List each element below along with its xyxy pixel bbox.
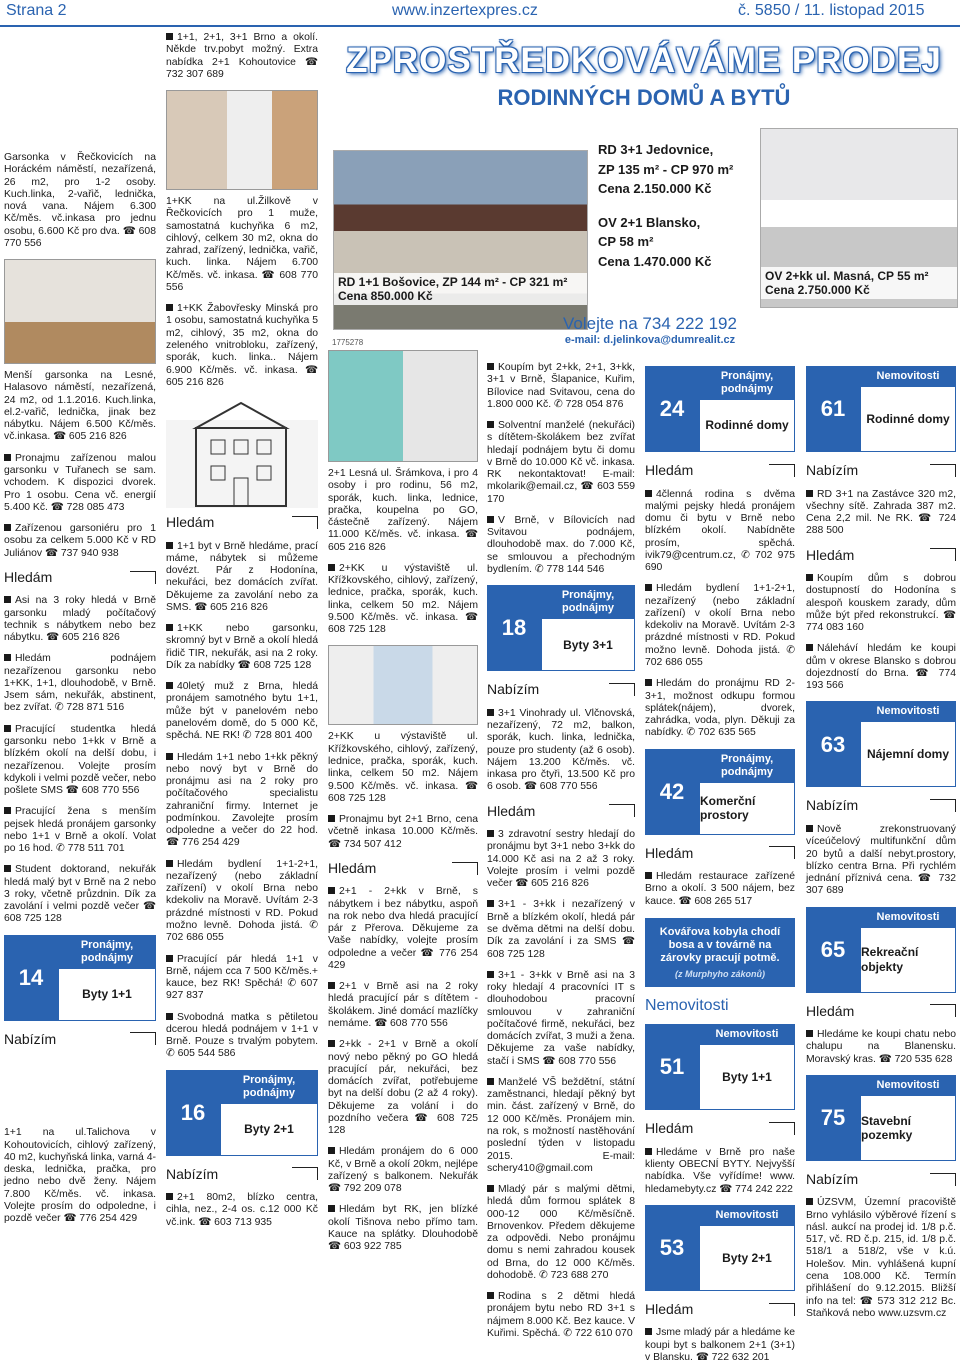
ad-2-1-80m2: 2+1 80m2, blízko centra, cihla, nez., 2-4 os. c.12 000 Kč vč.ink. ☎ 603 713 935 xyxy=(166,1192,318,1228)
hledam-label: Hledám xyxy=(645,462,694,478)
section-number: 18 xyxy=(487,585,541,671)
ad-hledam-zena: Pracující žena s menším pejsek hledá pronájem garsonky nebo 1+1 v Brně a okolí. Volat po 16 hod. ✆ 778 511 701 xyxy=(4,806,156,855)
hledam-heading xyxy=(806,547,956,564)
ad-hledam-pekny: Hledám 1+1 nebo 1+kk pěkný nebo nový byt v Brně do pronájmu asi na 2 roky pro počítačového specialistu zahraniční firmy. Internet je podmínkou. Zavolejte prosím odpoledne a večer do 22 hod. ☎ 776 254 429 xyxy=(166,751,318,849)
hledam-label: Hledám xyxy=(166,514,215,531)
ad-pronajmu-2-1: Pronajmu byt 2+1 Brno, cena včetně inkasa 10.000 Kč/měs. ☎ 734 507 412 xyxy=(328,814,478,850)
arrow-icon xyxy=(930,548,956,561)
section-title: Pronájmy, podnájmy xyxy=(541,585,635,619)
nabizim-heading xyxy=(806,1171,956,1188)
hledam-heading xyxy=(645,462,795,479)
ad-hledam-prerov: 2+1 - 2+kk v Brně, s nábytkem i bez nábytku, aspoň na rok nebo dva hledá pracující pár z Přerova. Děkujeme za Vaše nabídky, volejte prosím odpoledne a večer ☎ 776 254 429 xyxy=(328,886,478,971)
ad-1kk-zilkova: 1+KK na ul.Žilkově v Řečkovicích pro 1 muže, samostatná kuchyňka 6 m2, cihlový, celkem 30 m2, okna do zahrad, zařízený, lednička, vařič, kuch. linka. Nájem 6.700 Kč/měs. vč. inkasa. ☎ 608 770 556 xyxy=(166,196,318,293)
ad-hledam-sestry: 3 zdravotní sestry hledají do pronájmu byt 3+1 nebo 3+kk do 14.000 Kč asi na 2 až 3 roky. Volejte prosím i velmi pozdě večer ☎ 605 216 826 xyxy=(487,829,635,890)
hledam-heading xyxy=(166,514,318,531)
ad-hledame-obecni: Hledáme v Brně pro naše klienty OBECNÍ BYTY. Nejvyšší nabídka. Vše vyřídíme! www. hledamebyty.cz ☎ 774 242 222 xyxy=(645,1146,795,1195)
realty-ad-3-size: CP 58 m² xyxy=(598,234,654,249)
section-number: 14 xyxy=(4,935,58,1021)
section-51 xyxy=(645,1024,795,1110)
ad-hledam-40lety: 40letý muž z Brna, hledá pronájem samotného bytu 1+1, může být v panelovém nebo panelovém domě, do 5 000 Kč, spěchá. NE RK! ✆ 728 801 400 xyxy=(166,681,318,742)
section-title: Pronájmy, podnájmy xyxy=(699,749,795,783)
site-url[interactable]: www.inzertexpres.cz xyxy=(392,2,538,19)
column-5 xyxy=(645,362,795,1363)
page-number: Strana 2 xyxy=(6,2,67,19)
column-6 xyxy=(806,362,956,1319)
nabizim-heading xyxy=(166,1166,318,1183)
ad-hledam-podnajem: Hledám podnájem nezařízenou garsonku nebo 1+KK, 1+1, dlouhodobě, v Brně. Jsem sám, nekuřák, abstinent, bez zvířat. ✆ 728 871 516 xyxy=(4,653,156,714)
section-title: Nemovitosti xyxy=(860,366,956,387)
house-icon xyxy=(166,398,316,508)
realty-ad-2-price: Cena 2.150.000 Kč xyxy=(598,181,712,196)
section-subtitle: Rodinné domy xyxy=(699,400,795,452)
ad-hledam-restaurace: Hledám restaurace zařízené Brno a okolí. 3 500 nájem, bez kauce. ☎ 608 265 517 xyxy=(645,871,795,907)
column-3 xyxy=(328,350,478,1312)
murphy-text: Kovářova kobyla chodí bosa a v továrně na zárovky pracují potmě. xyxy=(659,925,781,964)
ad-brno-okoli: 1+1, 2+1, 3+1 Brno a okolí. Někde trv.pobyt možný. Extra nabídka 2+1 Kohoutovice ☎ 732 307 689 xyxy=(166,32,318,80)
hledam-label: Hledám xyxy=(806,546,855,563)
section-subtitle: Byty 2+1 xyxy=(699,1226,795,1291)
hledam-label: Hledám xyxy=(645,1120,694,1137)
nemovitosti-heading: Nemovitosti xyxy=(645,997,729,1015)
section-number: 61 xyxy=(806,366,860,452)
section-subtitle: Komerční prostory xyxy=(699,783,795,835)
section-63 xyxy=(806,701,956,787)
ad-chata-blansko: Hledáme ke koupi chatu nebo chalupu na Blanensku. Moravský kras. ☎ 720 535 628 xyxy=(806,1029,956,1065)
ad-pronajem-turany: Pronajmu zařízenou malou garsonku v Tuřanech se sam. vchodem. K dispozici dvorek. Pro 1 osobu. Cena vč. energií 5.400 Kč. ☎ 728 085 473 xyxy=(4,452,156,513)
hledam-heading xyxy=(328,860,478,877)
hledam-label: Hledám xyxy=(645,1300,694,1317)
ad-solventni: Solventní manželé (nekuřáci) s dítětem-školákem bez zvířat hledají podnájem bytu či domu v Brně do 10.000 Kč vč. inkasa. RK nekontaktovat! E-mail: mkolarik@email.cz, ☎ 603 559 170 xyxy=(487,420,635,505)
nabizim-heading xyxy=(806,462,956,479)
section-title: Nemovitosti xyxy=(860,907,956,928)
section-number: 53 xyxy=(645,1205,699,1291)
hledam-label: Hledám xyxy=(806,1002,855,1019)
ad-hledam-matka: Svobodná matka s pětiletou dcerou hledá podnájem v 1+1 v Brně. Pouze s trvalým pobytem. ✆ 605 544 586 xyxy=(166,1011,318,1060)
section-number: 24 xyxy=(645,366,699,452)
issue-date: č. 5850 / 11. listopad 2015 xyxy=(738,2,925,19)
hledam-heading xyxy=(645,845,795,862)
ad-koupim-byt: Koupím byt 2+kk, 2+1, 3+kk, 3+1 v Brně, Šlapanice, Kuřim, Bílovice nad Svitavou, cena do 1.800 000 Kč. ✆ 728 054 876 xyxy=(487,362,635,410)
section-title: Nemovitosti xyxy=(860,701,956,722)
ad-rd-zastavka: RD 3+1 na Zastávce 320 m2, všechny sítě. Zahrada 387 m2. Cena 2,2 mil. Ne RK. ☎ 724 288 500 xyxy=(806,488,956,537)
realty-ad-2 xyxy=(598,140,758,271)
section-75 xyxy=(806,1075,956,1161)
ad-3-1-vinohrady: 3+1 Vinohrady ul. Vlčnovská, nezařízený, 72 m2, balkon, sporák, kuch. linka, lednička, pouze pro studenty (až 6 osob). Nájem 13.200 Kč/měs. vč. inkasa pro čtyři, 13.500 Kč pro 6 osob. ☎ 608 770 556 xyxy=(487,707,635,793)
flat-photo-4 xyxy=(760,128,958,308)
ad-talichova: 1+1 na ul.Talichova v Kohoutovicích, cihlový zařízený, 40 m2, kuchyňská linka, varná 4-deska, lednička, pračka, pro jedno nebo dvě ženy. Nájem 7.800 Kč/měs. vč. inkasa. Volejte prosím do odpoledne, i pozdě večer ☎ 776 254 429 xyxy=(4,1127,156,1225)
arrow-icon xyxy=(452,862,478,875)
section-18 xyxy=(487,585,635,671)
ad-hledam-6000: Hledám pronájem do 6 000 Kč, v Brně a okolí 20km, nejlépe zařízený s balkonem. Nekuřák ☎ 792 209 078 xyxy=(328,1146,478,1195)
section-number: 16 xyxy=(166,1070,220,1156)
hledam-label: Hledám xyxy=(4,568,53,585)
ad-uzsvm: ÚZSVM, Územní pracoviště Brno vyhlásilo výběrové řízení s násl. aukcí na prodej id. 1/8 p.č. 517, vč. RD č.p. 215, id. 1/8 p.č. 518/1 a 518/2, vše v k.ú. Holešov. Min. vyhlášená kupní cena 108.000 Kč. Termín přihlášení do 9.12.2015. Bližší info na tel: ☎ 573 312 212 Bc. Staňková nebo www.uzsvm.cz xyxy=(806,1197,956,1319)
building-sketch xyxy=(166,398,318,508)
banner-subtitle: RODINNÝCH DOMŮ A BYTŮ xyxy=(497,85,791,111)
house-photo-1 xyxy=(333,150,588,330)
section-42 xyxy=(645,749,795,835)
arrow-icon xyxy=(292,516,318,529)
section-subtitle: Nájemní domy xyxy=(860,722,956,787)
ad-hledam-mlady-par: Mladý pár s malými dětmi, hledá dům formou splátek 8 000-12 000 Kč/měsíčně. Brnovenkov. Předem děkujeme za odpovědi. Nebo pronájmu domu s nemi zahradou kousek od Brna, do 12 000 Kč/měs. dohodobě. ✆ 723 688 270 xyxy=(487,1184,635,1281)
murphy-quote xyxy=(645,918,795,988)
ad-hledam-bydleni-2: Hledám bydlení 1+1-2+1, nezařízený (nebo základní zařízení) v okolí Brna nebo kdekoliv na Moravě. Uvítám 2-3 prázdné místnosti v RD. Pokud možno levně. Dohoda jistá. ✆ 702 686 055 xyxy=(645,583,795,668)
section-title: Nemovitosti xyxy=(699,1024,795,1045)
ad-2-1-lesna: 2+1 Lesná ul. Šrámkova, i pro 4 osoby i pro rodinu, 56 m2, sporák, kuch. linka, lednice, pračka, koupelna po GO, částečně zařízený. Nájem 11.000 Kč/měs. vč. inkasa. ☎ 605 216 826 xyxy=(328,468,478,553)
nabizim-label: Nabízím xyxy=(4,1030,57,1047)
shower-photo xyxy=(328,645,478,725)
section-65 xyxy=(806,907,956,993)
ad-2kk-vystaviste: 2+KK u výstaviště ul. Křížkovského, cihlový, zařízený, lednice, pračka, sporák, kuch. linka, celkem 50 m2. Nájem 9.500 Kč/měs. vč. inkasa. ☎ 608 725 128 xyxy=(328,562,478,636)
nabizim-label: Nabízím xyxy=(166,1165,219,1182)
arrow-icon xyxy=(609,804,635,817)
arrow-icon xyxy=(930,799,956,812)
section-number: 42 xyxy=(645,749,699,835)
section-title: Pronájmy, podnájmy xyxy=(220,1070,318,1104)
hledam-label: Hledám xyxy=(645,844,694,861)
ad-multifunkcni-dum: Nově zrekonstruovaný víceúčelový multifunkční dům 20 bytů a další nebyt.prostory, blízko centra Brna. Při rychlém jednání příznivá cena. ☎ 732 307 689 xyxy=(806,824,956,897)
ad-hledam-rodina-pejsky: 4členná rodina s dvěma malými pejsky hledá pronájem domu či bytu v Brně nebo blízkém okolí. Nabídněte prosím, spěchá. ivik79@centrum.cz, ✆ 702 975 690 xyxy=(645,488,795,574)
realty-ad-1-price: Cena 850.000 Kč xyxy=(338,288,433,303)
murphy-note: (z Murphyho zákonů) xyxy=(675,968,765,979)
section-61 xyxy=(806,366,956,452)
realty-phone: Volejte na 734 222 192 xyxy=(563,314,737,333)
ad-hledam-studentka: Pracující studentka hledá garsonku nebo 1+kk v Brně a blízkém okolí na delší dobu, i nezařízenou. Volejte prosím kdykoli i velmi pozdě večer, nebo pošlete SMS ☎ 608 770 556 xyxy=(4,723,156,797)
section-14 xyxy=(4,935,156,1021)
section-number: 51 xyxy=(645,1024,699,1110)
ad-hledam-3kk: 3+1 - 3+kk i nezařízený v Brně a blízkém okolí, hledá pár se dvěma dětmi na delší dobu. Dík za zavolání i za SMS ☎ 608 725 128 xyxy=(487,899,635,960)
arrow-icon xyxy=(292,1167,318,1180)
ad-hledam-tir: 1+KK nebo garsonku, skromný byt v Brně a okolí hledá řidič TIR, nekuřák, asi na 2 roky. Dík za nabídky ☎ 608 725 128 xyxy=(166,623,318,671)
realty-ad-3-price: Cena 1.470.000 Kč xyxy=(598,253,712,269)
column-1 xyxy=(4,152,156,1312)
ad-1kk-minska: 1+KK Žabovřesky Minská pro 1 osobu, samostatná kuchyňka 5 m2, cihlový, 35 m2, okna do zeleného vnitrobloku, zařízený, sporák, kuch. linka.. Nájem 6.900 Kč/měs. vč. inkasa. ☎ 605 216 826 xyxy=(166,303,318,388)
realty-ad-1: RD 1+1 Bošovice, ZP 144 m² - CP 321 m² xyxy=(338,274,568,289)
section-title: Nemovitosti xyxy=(860,1075,956,1096)
page-header xyxy=(0,0,960,24)
kitchen-photo xyxy=(166,90,318,190)
hledam-label: Hledám xyxy=(487,802,536,819)
realty-ad-3-title: OV 2+1 Blansko, xyxy=(598,214,701,230)
section-24 xyxy=(645,366,795,452)
section-title: Nemovitosti xyxy=(699,1205,795,1226)
nabizim-heading xyxy=(4,1031,156,1048)
section-subtitle: Rodinné domy xyxy=(860,387,956,452)
banner-title: ZPROSTŘEDKOVÁVÁME PRODEJ xyxy=(346,41,942,80)
section-number: 75 xyxy=(806,1075,860,1161)
ad-code: 1775278 xyxy=(332,338,364,347)
section-subtitle: Byty 2+1 xyxy=(220,1104,318,1156)
section-number: 65 xyxy=(806,907,860,993)
ad-2kk-vystaviste-2: 2+KK u výstaviště ul. Křížkovského, cihlový, zařízený, lednice, pračka, sporák, kuch. linka, celkem 50 m2. Nájem 9.500 Kč/měs. vč. inkasa. ☎ 608 725 128 xyxy=(328,731,478,804)
section-subtitle: Byty 1+1 xyxy=(58,969,156,1021)
arrow-icon xyxy=(769,846,795,859)
section-16 xyxy=(166,1070,318,1156)
nabizim-label: Nabízím xyxy=(806,1170,859,1187)
nabizim-label: Nabízím xyxy=(487,681,540,698)
ad-blansko-dum: Náleháví hledám ke koupi dům v okrese Blansko s dobrou dojezdností do Brna. ☎ 774 193 566 xyxy=(806,643,956,692)
ad-bilovice: V Brně, v Bílovicích nad Svitavou podnájem, dlouhodobě max. do 7.000 Kč, se smlouvou a přechodným bydlením. ✆ 778 144 546 xyxy=(487,514,635,575)
arrow-icon xyxy=(930,1173,956,1186)
ad-mlady-par-blansko: Jsme mladý pár a hledáme ke koupi byt s balkonem 2+1 (3+1) v Blansku. ☎ 722 632 201 xyxy=(645,1327,795,1363)
realty-ad-4-price: Cena 2.750.000 Kč xyxy=(765,282,870,297)
arrow-icon xyxy=(769,464,795,477)
section-title: Pronájmy, podnájmy xyxy=(699,366,795,400)
column-4 xyxy=(487,362,635,1339)
realty-ad-2-title: RD 3+1 Jedovnice, xyxy=(598,142,714,157)
arrow-icon xyxy=(930,464,956,477)
nabizim-heading xyxy=(487,681,635,698)
nabizim-heading xyxy=(806,797,956,814)
nabizim-label: Nabízím xyxy=(806,462,859,478)
hledam-heading xyxy=(487,803,635,820)
ad-hledam-student: Student doktorand, nekuřák hledá malý byt v Brně na 2 nebo 3 roky, včetně průzdnin. Dík za zavolání i velmi pozdě večer ☎ 608 725 128 xyxy=(4,864,156,925)
ad-hledam-skolak: 2+1 v Brně asi na 2 roky hledá pracující pár s dítětem - školákem. Jiné domácí mazlíčky nemáme. ☎ 608 770 556 xyxy=(328,981,478,1030)
ad-garsonka-reckovice: Garsonka v Řečkovicích na Horáckém náměstí, nezařízená, 26 m2, pro 1-2 osoby. Kuch.linka, 2-vařič, lednička, nová vana. Nájem 6.300 Kč/měs. vč.inkasa pro jednu osobu, 6.600 Kč pro dva. ☎ 608 770 556 xyxy=(4,152,156,249)
section-subtitle: Rekreační objekty xyxy=(860,928,956,993)
ad-hledam-manzele: Manželé VŠ beždětní, státní zaměstnanci, hledají pěkný byt min. část. zařízený v Brně, do 12 000 Kč/měs. Pronájem min. na rok, s možností nastěhování poslední týden v listopadu 2015. E-mail: schery410@gmail.com xyxy=(487,1076,635,1174)
ad-koupim-hodonin: Koupím dům s dobrou dostupností do Hodonína s alespoň kouskem zarady, dům může být před rekonstrukcí. ☎ 774 083 160 xyxy=(806,573,956,634)
arrow-icon xyxy=(930,1004,956,1017)
room-photo xyxy=(4,259,156,364)
hledam-heading xyxy=(645,1120,795,1137)
ad-hledam-bydleni: Hledám bydlení 1+1-2+1, nezařízený (nebo základní zařízení) v okolí Brna nebo kdekoliv na Moravě. Uvítám 2-3 prázdné místnosti v RD. Pokud možno levně. Dohoda jistá. ✆ 702 686 055 xyxy=(166,858,318,944)
hledam-heading xyxy=(645,1301,795,1318)
arrow-icon xyxy=(609,683,635,696)
section-53 xyxy=(645,1205,795,1291)
realty-email[interactable]: e-mail: d.jelinkova@dumrealit.cz xyxy=(564,334,736,347)
hledam-heading xyxy=(4,569,156,586)
header-rule xyxy=(0,25,960,27)
ad-hledam-technik: Asi na 3 roky hledá v Brně garsonku mladý počítačový technik s nábytkem nebo bez nábytku. ☎ 605 216 826 xyxy=(4,595,156,644)
ad-hledam-par: Pracující pár hledá 1+1 v Brně, nájem cca 7 500 Kč/měs.+ kauce, bez RK! Spěchá! ✆ 607 927 837 xyxy=(166,953,318,1002)
section-title: Pronájmy, podnájmy xyxy=(58,935,156,969)
ad-hledam-novy: 2+kk - 2+1 v Brně a okolí nový nebo pěkný po GO hledá pracující pár, nekuřáci, bez domácích zvířat, potřebujeme byt na delší dobu (2 až 4 roky). Děkujeme za volání i do pozdního večera ☎ 608 725 128 xyxy=(328,1039,478,1137)
arrow-icon xyxy=(130,1032,156,1045)
arrow-icon xyxy=(769,1303,795,1316)
arrow-icon xyxy=(130,571,156,584)
ad-hledam-1-1: 1+1 byt v Brně hledáme, prací máme, nábytek si můžeme dovézt. Pár z Hodonína, nekuřáci, bez domácích zvířat. Děkujeme za zavolání nebo za SMS. ☎ 605 216 826 xyxy=(166,540,318,613)
ad-hledam-it: 3+1 - 3+kk v Brně asi na 3 roky hledají 4 pracovníci IT s dlouhodobou pracovní smlouvou v zahraniční počítačové firmě, nekuřáci, bez domácích zvířat, 3 muži a žena. Děkujeme za vaše nabídky, stačí i SMS ☎ 608 770 556 xyxy=(487,969,635,1067)
ad-garsonka-lesna: Menší garsonka na Lesné, Halasovo náměstí, nezařízená, 24 m2, od 1.1.2016. Kuch.linka, el.2-vařič, lednička, jinak bez nábytku. Nájem 6.500 Kč/měs. vč.inkasa. ☎ 605 216 826 xyxy=(4,370,156,443)
realty-ad-2-size: ZP 135 m² - CP 970 m² xyxy=(598,161,734,177)
realty-contact xyxy=(520,314,780,347)
section-subtitle: Byty 1+1 xyxy=(699,1045,795,1110)
ad-hledam-tisnov: Hledám byt RK, jen blízké okolí Tišnova nebo přímo tam. Kauce na splátky. Dlouhodobě ☎ 603 922 785 xyxy=(328,1204,478,1253)
section-subtitle: Stavební pozemky xyxy=(860,1096,956,1161)
section-number: 63 xyxy=(806,701,860,787)
hledam-label: Hledám xyxy=(328,859,377,876)
column-2 xyxy=(166,32,318,1312)
arrow-icon xyxy=(769,1122,795,1135)
ad-garsonka-julianov: Zařízenou garsoniéru pro 1 osobu za celkem 5.000 Kč v RD Juliánov ☎ 737 940 938 xyxy=(4,523,156,559)
hledam-heading xyxy=(806,1003,956,1020)
section-subtitle: Byty 3+1 xyxy=(541,619,635,671)
realty-ad-4: OV 2+kk ul. Masná, CP 55 m² xyxy=(765,268,929,283)
bathroom-photo xyxy=(328,350,478,462)
ad-hledam-rodina: Rodina s 2 dětmi hledá pronájem bytu nebo RD 3+1 s nájmem 8.000 Kč. Bez kauce. V Kuřimi. Spěchá. ✆ 722 610 070 xyxy=(487,1291,635,1339)
ad-hledam-rd: Hledám do pronájmu RD 2-3+1, možnost odkupu formou splátek(nájem), dvorek, zahrádka, voda, plyn. Děkuji za nabídky. ✆ 702 635 565 xyxy=(645,678,795,739)
nabizim-label: Nabízím xyxy=(806,797,859,814)
